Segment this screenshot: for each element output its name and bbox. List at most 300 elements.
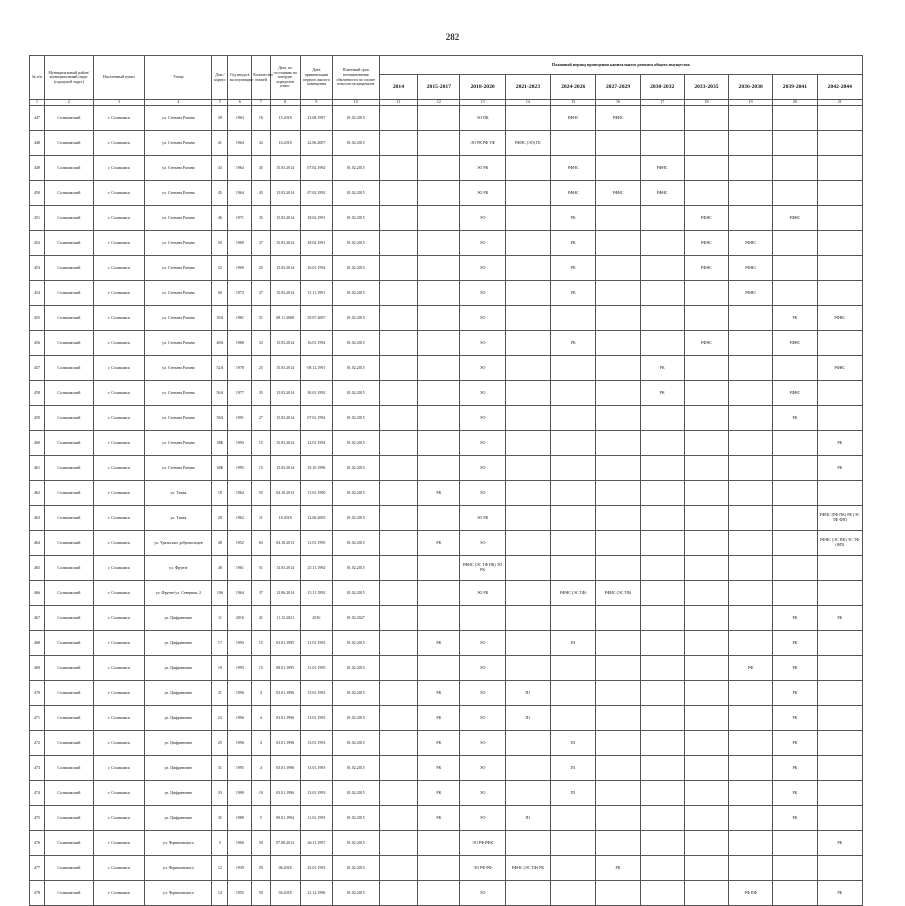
table-row — [30, 706, 863, 731]
repair-period-cell — [379, 106, 418, 131]
repair-period-cell — [817, 581, 862, 606]
year-built-cell: 1964 — [228, 131, 252, 156]
table-row — [30, 231, 863, 256]
repair-period-cell: РК — [640, 381, 684, 406]
repair-period-cell — [551, 881, 596, 906]
repair-period-cell — [418, 406, 460, 431]
repair-period-cell — [817, 706, 862, 731]
repair-period-cell: РК — [773, 606, 817, 631]
street-cell: ул. Цифринович — [145, 656, 212, 681]
repair-period-cell — [817, 656, 862, 681]
deadline-cell: 01.02.2015 — [333, 131, 379, 156]
repair-period-cell — [418, 231, 460, 256]
year-built-cell: 1993 — [228, 631, 252, 656]
repair-period-cell: ЭО — [460, 256, 505, 281]
repair-period-cell — [729, 306, 773, 331]
survey-date-cell: 16.2018 — [270, 131, 300, 156]
repair-period-cell: П1 — [551, 756, 596, 781]
privatization-date-cell: 19.10.1996 — [300, 456, 332, 481]
repair-period-cell — [379, 256, 418, 281]
house-cell: 43 — [212, 156, 228, 181]
repair-period-cell — [684, 781, 728, 806]
repair-period-cell: РФ — [729, 656, 773, 681]
row-number: 466 — [30, 581, 45, 606]
repair-period-cell — [596, 431, 640, 456]
column-number: 6 — [228, 100, 252, 106]
settlement-cell: г. Соликамск — [93, 231, 145, 256]
repair-period-cell — [729, 481, 773, 506]
table-row — [30, 531, 863, 556]
repair-period-cell — [418, 306, 460, 331]
repair-period-cell — [596, 281, 640, 306]
repair-period-cell — [596, 481, 640, 506]
repair-period-cell: РФНС — [684, 206, 728, 231]
row-number: 456 — [30, 331, 45, 356]
repair-period-cell — [418, 281, 460, 306]
settlement-cell: г. Соликамск — [93, 481, 145, 506]
repair-period-cell — [505, 731, 550, 756]
survey-date-cell: 03.01.1996 — [270, 756, 300, 781]
privatization-date-cell: 11.01.1995 — [300, 656, 332, 681]
repair-period-cell — [505, 306, 550, 331]
repair-period-cell: РК — [773, 406, 817, 431]
repair-period-cell — [379, 381, 418, 406]
repair-period-cell — [684, 131, 728, 156]
repair-period-cell — [418, 131, 460, 156]
street-cell: ул. Степана Разина — [145, 156, 212, 181]
repair-period-cell — [684, 156, 728, 181]
row-number: 462 — [30, 481, 45, 506]
repair-period-cell — [684, 356, 728, 381]
survey-date-cell: 03.01.1995 — [270, 631, 300, 656]
repair-period-cell: РФ ПФ — [729, 881, 773, 906]
deadline-cell: 01.02.2015 — [333, 256, 379, 281]
floors-cell: 33 — [252, 331, 270, 356]
repair-period-cell — [379, 556, 418, 581]
repair-period-cell — [817, 681, 862, 706]
repair-period-cell — [640, 131, 684, 156]
repair-period-cell: ЭО — [460, 531, 505, 556]
repair-period-cell — [817, 856, 862, 881]
repair-period-cell: РФНС (ЭС ТФ ПК) ЭО РК — [460, 556, 505, 581]
repair-period-cell: РК — [418, 531, 460, 556]
repair-period-cell — [505, 831, 550, 856]
street-cell: ул. Степана Разина — [145, 331, 212, 356]
floors-cell: 5 — [252, 806, 270, 831]
street-cell: ул. Степана Разина — [145, 206, 212, 231]
repair-period-cell — [596, 381, 640, 406]
table-row — [30, 681, 863, 706]
floors-cell: 25 — [252, 356, 270, 381]
privatization-date-cell: 07.02.1992 — [300, 181, 332, 206]
repair-period-cell — [729, 781, 773, 806]
repair-period-cell: РФНС — [684, 231, 728, 256]
row-number: 463 — [30, 506, 45, 531]
header-year-2036-2038: 2036-2038 — [729, 75, 773, 100]
header-floors: Количество этажей — [252, 56, 270, 100]
repair-period-cell — [418, 656, 460, 681]
table-row — [30, 781, 863, 806]
deadline-cell: 01.02.2015 — [333, 831, 379, 856]
row-number: 469 — [30, 656, 45, 681]
privatization-date-cell: 18.02.1991 — [300, 206, 332, 231]
row-number: 450 — [30, 181, 45, 206]
house-cell: 48 — [212, 531, 228, 556]
repair-period-cell — [596, 156, 640, 181]
repair-period-cell — [596, 681, 640, 706]
repair-period-cell — [817, 156, 862, 181]
repair-period-cell — [551, 531, 596, 556]
row-number: 457 — [30, 356, 45, 381]
repair-period-cell — [379, 506, 418, 531]
repair-period-cell — [773, 456, 817, 481]
repair-period-cell — [379, 681, 418, 706]
repair-period-cell: ЭО — [460, 306, 505, 331]
repair-period-cell — [640, 756, 684, 781]
deadline-cell: 01.02.2015 — [333, 306, 379, 331]
repair-period-cell: ЭО РК РФ ТФ — [460, 131, 505, 156]
header-year-built: Год ввода в эксплуатацию — [228, 56, 252, 100]
privatization-date-cell: 23.08.1997 — [300, 106, 332, 131]
repair-period-cell: РФНС (ЭС ПК) ЭС ТФ (ФП) — [817, 531, 862, 556]
survey-date-cell: 03.01.1996 — [270, 681, 300, 706]
repair-period-cell — [684, 706, 728, 731]
repair-period-cell — [379, 581, 418, 606]
street-cell: ул. Степана Разина — [145, 431, 212, 456]
privatization-date-cell: 11.01.1995 — [300, 531, 332, 556]
deadline-cell: 01.02.2015 — [333, 381, 379, 406]
settlement-cell: г. Соликамск — [93, 331, 145, 356]
repair-period-cell — [379, 131, 418, 156]
repair-period-cell — [505, 531, 550, 556]
repair-period-cell — [551, 406, 596, 431]
floors-cell: 65 — [252, 531, 270, 556]
repair-period-cell — [418, 881, 460, 906]
house-cell: 106 — [212, 581, 228, 606]
floors-cell: 51 — [252, 556, 270, 581]
repair-period-cell — [551, 556, 596, 581]
repair-period-cell — [551, 706, 596, 731]
repair-period-cell — [773, 531, 817, 556]
repair-period-cell: РК — [773, 656, 817, 681]
repair-period-cell — [640, 231, 684, 256]
row-number: 467 — [30, 606, 45, 631]
year-built-cell: 1971 — [228, 206, 252, 231]
deadline-cell: 01.02.2015 — [333, 781, 379, 806]
repair-period-cell — [817, 106, 862, 131]
repair-period-cell — [379, 431, 418, 456]
repair-period-cell: ЭО — [460, 881, 505, 906]
privatization-date-cell: 11.01.1990 — [300, 481, 332, 506]
privatization-date-cell: 26.11.1997 — [300, 831, 332, 856]
repair-period-cell: ЭО РФ РФК — [460, 831, 505, 856]
district-cell: Соликамский — [45, 531, 94, 556]
repair-period-cell: РК — [817, 431, 862, 456]
survey-date-cell: 15.03.2014 — [270, 206, 300, 231]
repair-period-cell: РФНС — [551, 156, 596, 181]
house-cell: 19 — [212, 656, 228, 681]
house-cell: 58Б — [212, 431, 228, 456]
repair-period-cell — [729, 131, 773, 156]
settlement-cell: г. Соликамск — [93, 531, 145, 556]
floors-cell: 50 — [252, 856, 270, 881]
page-number: 282 — [445, 32, 460, 42]
repair-period-cell — [596, 456, 640, 481]
repair-period-cell — [684, 281, 728, 306]
privatization-date-cell: 11.11.1991 — [300, 281, 332, 306]
repair-period-cell — [505, 781, 550, 806]
column-number: 16 — [596, 100, 640, 106]
repair-period-cell — [551, 681, 596, 706]
header-year-2042-2044: 2042-2044 — [817, 75, 862, 100]
repair-period-cell — [684, 531, 728, 556]
repair-period-cell — [418, 381, 460, 406]
repair-period-cell — [505, 231, 550, 256]
house-cell: 35 — [212, 806, 228, 831]
house-cell: 60Б — [212, 456, 228, 481]
repair-period-cell — [773, 831, 817, 856]
privatization-date-cell: 21.12.1996 — [300, 881, 332, 906]
deadline-cell: 01.02.2015 — [333, 206, 379, 231]
repair-period-cell — [684, 181, 728, 206]
district-cell: Соликамский — [45, 831, 94, 856]
repair-period-cell — [640, 581, 684, 606]
house-cell: 11 — [212, 606, 228, 631]
table-row — [30, 731, 863, 756]
header-year-2039-2041: 2039-2041 — [773, 75, 817, 100]
column-number: 12 — [418, 100, 460, 106]
repair-period-cell — [505, 281, 550, 306]
row-number: 468 — [30, 631, 45, 656]
repair-period-cell: РФНС (ЭО) П1 — [505, 131, 550, 156]
deadline-cell: 01.02.2015 — [333, 281, 379, 306]
repair-period-cell — [596, 231, 640, 256]
repair-period-cell — [773, 156, 817, 181]
repair-period-cell — [505, 581, 550, 606]
repair-period-cell — [379, 881, 418, 906]
floors-cell: 11 — [252, 506, 270, 531]
repair-period-cell — [551, 806, 596, 831]
repair-period-cell — [640, 681, 684, 706]
repair-period-cell — [729, 681, 773, 706]
repair-period-cell: РК — [773, 631, 817, 656]
district-cell: Соликамский — [45, 506, 94, 531]
column-number: 13 — [460, 100, 505, 106]
settlement-cell: г. Соликамск — [93, 681, 145, 706]
house-cell: 18 — [212, 481, 228, 506]
repair-period-cell — [640, 456, 684, 481]
repair-period-cell — [596, 756, 640, 781]
repair-period-cell — [773, 431, 817, 456]
repair-period-cell — [505, 431, 550, 456]
repair-period-cell: РФНС — [551, 106, 596, 131]
repair-period-cell: РФНС — [596, 181, 640, 206]
deadline-cell: 01.02.2015 — [333, 731, 379, 756]
repair-period-cell: РК — [817, 606, 862, 631]
deadline-cell: 01.02.2027 — [333, 606, 379, 631]
column-number: 5 — [212, 100, 228, 106]
row-number: 475 — [30, 806, 45, 831]
repair-period-cell — [505, 456, 550, 481]
column-number: 2 — [45, 100, 94, 106]
row-number: 458 — [30, 381, 45, 406]
repair-period-cell — [596, 831, 640, 856]
district-cell: Соликамский — [45, 281, 94, 306]
settlement-cell: г. Соликамск — [93, 831, 145, 856]
header-year-2027-2029: 2027-2029 — [596, 75, 640, 100]
repair-period-cell — [505, 481, 550, 506]
repair-period-cell — [729, 756, 773, 781]
street-cell: ул. Степана Разина — [145, 281, 212, 306]
privatization-date-cell: 29.07.2007 — [300, 306, 332, 331]
district-cell: Соликамский — [45, 706, 94, 731]
repair-period-cell: ЭО — [460, 681, 505, 706]
privatization-date-cell: 12.01.1994 — [300, 431, 332, 456]
repair-period-cell — [379, 631, 418, 656]
table-row — [30, 381, 863, 406]
repair-period-cell — [684, 656, 728, 681]
repair-period-cell — [505, 181, 550, 206]
repair-period-cell — [418, 606, 460, 631]
repair-period-cell: ЭО — [460, 331, 505, 356]
repair-period-cell — [418, 431, 460, 456]
survey-date-cell: 13.06.2014 — [270, 581, 300, 606]
repair-period-cell — [817, 181, 862, 206]
year-built-cell: 1981 — [228, 306, 252, 331]
repair-period-cell — [379, 531, 418, 556]
repair-period-cell — [551, 356, 596, 381]
survey-date-cell: 15.03.2014 — [270, 456, 300, 481]
row-number: 472 — [30, 731, 45, 756]
repair-period-cell: П1 — [551, 781, 596, 806]
row-number: 448 — [30, 131, 45, 156]
repair-period-cell — [505, 406, 550, 431]
privatization-date-cell: 11.01.1993 — [300, 631, 332, 656]
street-cell: ул. Степана Разина — [145, 231, 212, 256]
floors-cell: 35 — [252, 381, 270, 406]
repair-period-cell: П1 — [551, 731, 596, 756]
repair-period-cell: РК — [418, 756, 460, 781]
repair-period-cell: РФНС — [773, 381, 817, 406]
row-number: 476 — [30, 831, 45, 856]
repair-period-cell — [551, 506, 596, 531]
repair-period-cell — [551, 381, 596, 406]
repair-period-cell: ЭО — [460, 356, 505, 381]
repair-period-cell — [640, 856, 684, 881]
repair-period-cell — [729, 731, 773, 756]
repair-period-cell — [729, 506, 773, 531]
settlement-cell: г. Соликамск — [93, 306, 145, 331]
repair-period-cell: РФНС — [773, 331, 817, 356]
privatization-date-cell: 2016 — [300, 606, 332, 631]
repair-period-cell — [684, 456, 728, 481]
repair-period-cell — [729, 856, 773, 881]
repair-period-cell — [505, 256, 550, 281]
repair-period-cell — [817, 331, 862, 356]
table-row — [30, 356, 863, 381]
street-cell: ул. Цифринович — [145, 781, 212, 806]
district-cell: Соликамский — [45, 756, 94, 781]
repair-period-cell — [596, 781, 640, 806]
street-cell: ул. Тихая — [145, 481, 212, 506]
privatization-date-cell: 07.02.1992 — [300, 156, 332, 181]
privatization-date-cell: 25.01.1993 — [300, 856, 332, 881]
floors-cell: 25 — [252, 256, 270, 281]
repair-period-cell — [596, 631, 640, 656]
header-district: Муниципальный район/муниципальный округ (городской округ) — [45, 56, 94, 100]
repair-period-cell — [640, 831, 684, 856]
floors-cell: 27 — [252, 406, 270, 431]
repair-period-cell — [379, 356, 418, 381]
repair-period-cell — [640, 731, 684, 756]
deadline-cell: 01.02.2015 — [333, 531, 379, 556]
street-cell: ул. Цифринович — [145, 731, 212, 756]
repair-period-cell: П1 — [505, 681, 550, 706]
floors-cell: 4 — [252, 756, 270, 781]
deadline-cell: 01.02.2015 — [333, 856, 379, 881]
district-cell: Соликамский — [45, 806, 94, 831]
house-cell: 41 — [212, 131, 228, 156]
year-built-cell: 1964 — [228, 156, 252, 181]
table-row — [30, 306, 863, 331]
settlement-cell: г. Соликамск — [93, 106, 145, 131]
repair-period-cell — [773, 131, 817, 156]
year-built-cell: 1993 — [228, 656, 252, 681]
header-year-2033-2035: 2033-2035 — [684, 75, 728, 100]
repair-period-cell — [640, 631, 684, 656]
repair-period-cell: РФНС — [640, 181, 684, 206]
year-built-cell: 1964 — [228, 181, 252, 206]
repair-period-cell: ЭО РК — [460, 156, 505, 181]
repair-period-cell — [379, 481, 418, 506]
repair-period-cell — [684, 506, 728, 531]
street-cell: ул. Степана Разина — [145, 181, 212, 206]
year-built-cell: 1990 — [228, 781, 252, 806]
row-number: 451 — [30, 206, 45, 231]
house-cell: 23 — [212, 706, 228, 731]
repair-period-cell — [729, 156, 773, 181]
house-cell: 33 — [212, 781, 228, 806]
district-cell: Соликамский — [45, 631, 94, 656]
repair-period-cell — [729, 381, 773, 406]
table-row — [30, 756, 863, 781]
repair-period-cell: ЭО — [460, 756, 505, 781]
repair-period-cell — [379, 181, 418, 206]
street-cell: ул. Уральских добровольцев — [145, 531, 212, 556]
survey-date-cell: 04.10.2013 — [270, 531, 300, 556]
year-built-cell: 1977 — [228, 381, 252, 406]
house-cell: 21 — [212, 681, 228, 706]
settlement-cell: г. Соликамск — [93, 356, 145, 381]
survey-date-cell: 08.01.1995 — [270, 656, 300, 681]
repair-period-cell — [379, 281, 418, 306]
table-row — [30, 156, 863, 181]
district-cell: Соликамский — [45, 856, 94, 881]
repair-period-cell — [596, 206, 640, 231]
settlement-cell: г. Соликамск — [93, 856, 145, 881]
repair-period-cell — [379, 756, 418, 781]
survey-date-cell: 13.03.2014 — [270, 556, 300, 581]
table-row — [30, 181, 863, 206]
floors-cell: 4 — [252, 706, 270, 731]
repair-period-cell — [505, 656, 550, 681]
street-cell: ул. Цифринович — [145, 756, 212, 781]
table-row — [30, 131, 863, 156]
settlement-cell: г. Соликамск — [93, 756, 145, 781]
repair-period-cell: ЭО РК — [460, 506, 505, 531]
repair-period-cell: ЭО — [460, 706, 505, 731]
deadline-cell: 01.02.2015 — [333, 356, 379, 381]
